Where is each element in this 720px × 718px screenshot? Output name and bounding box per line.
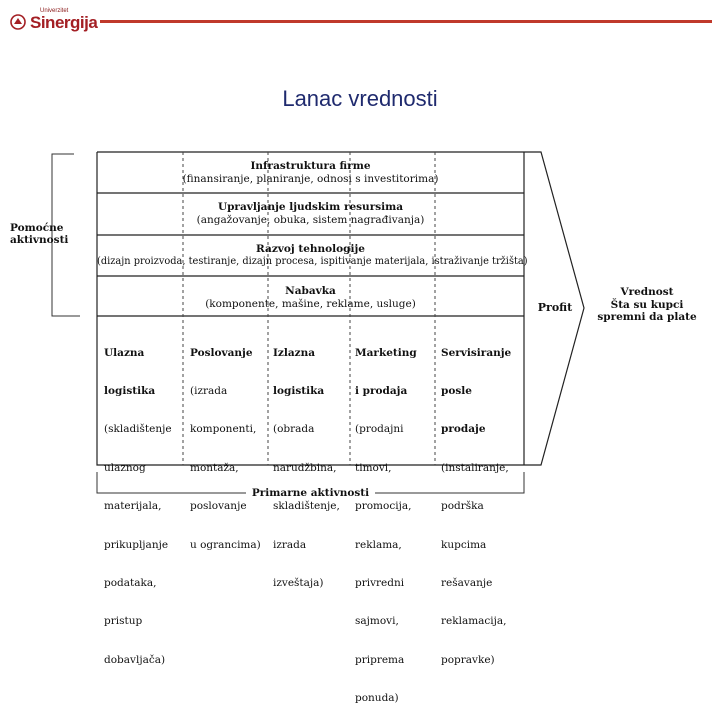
support-row-title: Nabavka (285, 285, 336, 297)
support-row-detail: (komponente, mašine, reklame, usluge) (205, 298, 416, 310)
primary-column-service (441, 321, 511, 679)
support-row-title: Upravljanje ljudskim resursima (217, 201, 404, 213)
column-body-line: montaža, (190, 461, 239, 474)
column-title-line: i prodaja (355, 384, 408, 397)
column-body-line: (izrada (190, 384, 228, 397)
column-body-line: prikupljanje (104, 538, 169, 551)
column-body-line: podrška (441, 500, 484, 513)
support-row-detail: (dizajn proizvoda, testiranje, dizajn procesa, ispitivanje materijala, istraživanje tržišta) (97, 256, 528, 267)
support-row-detail: (angažovanje, obuka, sistem nagrađivanja) (196, 214, 425, 226)
column-body-line: ulaznog (104, 461, 146, 474)
column-body-line: (obrada (273, 423, 315, 436)
column-body-line: (prodajni (355, 423, 404, 436)
column-body-line: (instaliranje, (441, 461, 509, 474)
column-title-line: logistika (104, 384, 156, 397)
support-row-title: Razvoj tehnologije (256, 243, 365, 255)
column-body-line: ponuda) (355, 692, 399, 705)
support-label-line: Pomoćne (10, 222, 64, 234)
column-body-line: poslovanje (190, 500, 247, 513)
column-title-line: logistika (273, 384, 325, 397)
logo-brand-text: Sinergija (30, 13, 98, 32)
column-body-line: reklamacija, (441, 615, 507, 628)
column-body-line: komponenti, (190, 423, 257, 436)
primary-column-operations (190, 321, 261, 564)
column-body-line: promocija, (355, 500, 412, 513)
column-title-line: Servisiranje (441, 346, 512, 359)
slide-title: Lanac vrednosti (282, 86, 438, 111)
logo-university-text: Univerzitet (40, 8, 69, 14)
column-body-line: podataka, (104, 576, 157, 589)
column-body-line: narudžbina, (273, 461, 337, 474)
profit-label: Profit (537, 301, 573, 314)
value-label-line: spremni da plate (597, 311, 697, 323)
column-body-line: izrada (273, 538, 307, 551)
primary-label-text: Primarne aktivnosti (246, 487, 375, 499)
primary-column-outbound (273, 321, 340, 603)
column-body-line: materijala, (104, 500, 162, 513)
column-body-line: kupcima (441, 538, 487, 551)
column-body-line: izveštaja) (273, 576, 324, 589)
column-body-line: skladištenje, (273, 500, 340, 513)
column-body-line: rešavanje (441, 576, 493, 589)
support-activities-label (10, 222, 80, 246)
support-label-line: aktivnosti (10, 234, 69, 246)
value-label-line: Šta su kupci (610, 298, 684, 311)
primary-column-marketing (355, 321, 417, 718)
column-body-line: dobavljača) (104, 653, 166, 666)
column-body-line: pristup (104, 615, 143, 628)
support-row-title: Infrastruktura firme (250, 160, 371, 172)
column-title-line: posle (441, 384, 472, 397)
column-title-line: Marketing (355, 346, 417, 359)
column-body-line: u ograncima) (190, 538, 261, 551)
column-body-line: reklama, (355, 538, 402, 551)
value-label (592, 286, 702, 324)
support-row-detail: (finansiranje, planiranje, odnosi s investitorima) (182, 173, 439, 185)
column-body-line: sajmovi, (355, 615, 399, 628)
value-label-line: Vrednost (620, 286, 674, 298)
column-body-line: privredni (355, 576, 405, 589)
column-title-line: prodaje (441, 423, 486, 436)
column-body-line: timovi, (355, 461, 392, 474)
column-body-line: priprema (355, 653, 405, 666)
column-title-line: Poslovanje (190, 346, 253, 359)
column-title-line: Ulazna (104, 346, 145, 359)
column-title-line: Izlazna (273, 346, 316, 359)
column-body-line: (skladištenje (104, 423, 172, 436)
primary-activities-label (97, 487, 524, 499)
column-body-line: popravke) (441, 653, 495, 666)
primary-column-inbound (104, 321, 172, 679)
